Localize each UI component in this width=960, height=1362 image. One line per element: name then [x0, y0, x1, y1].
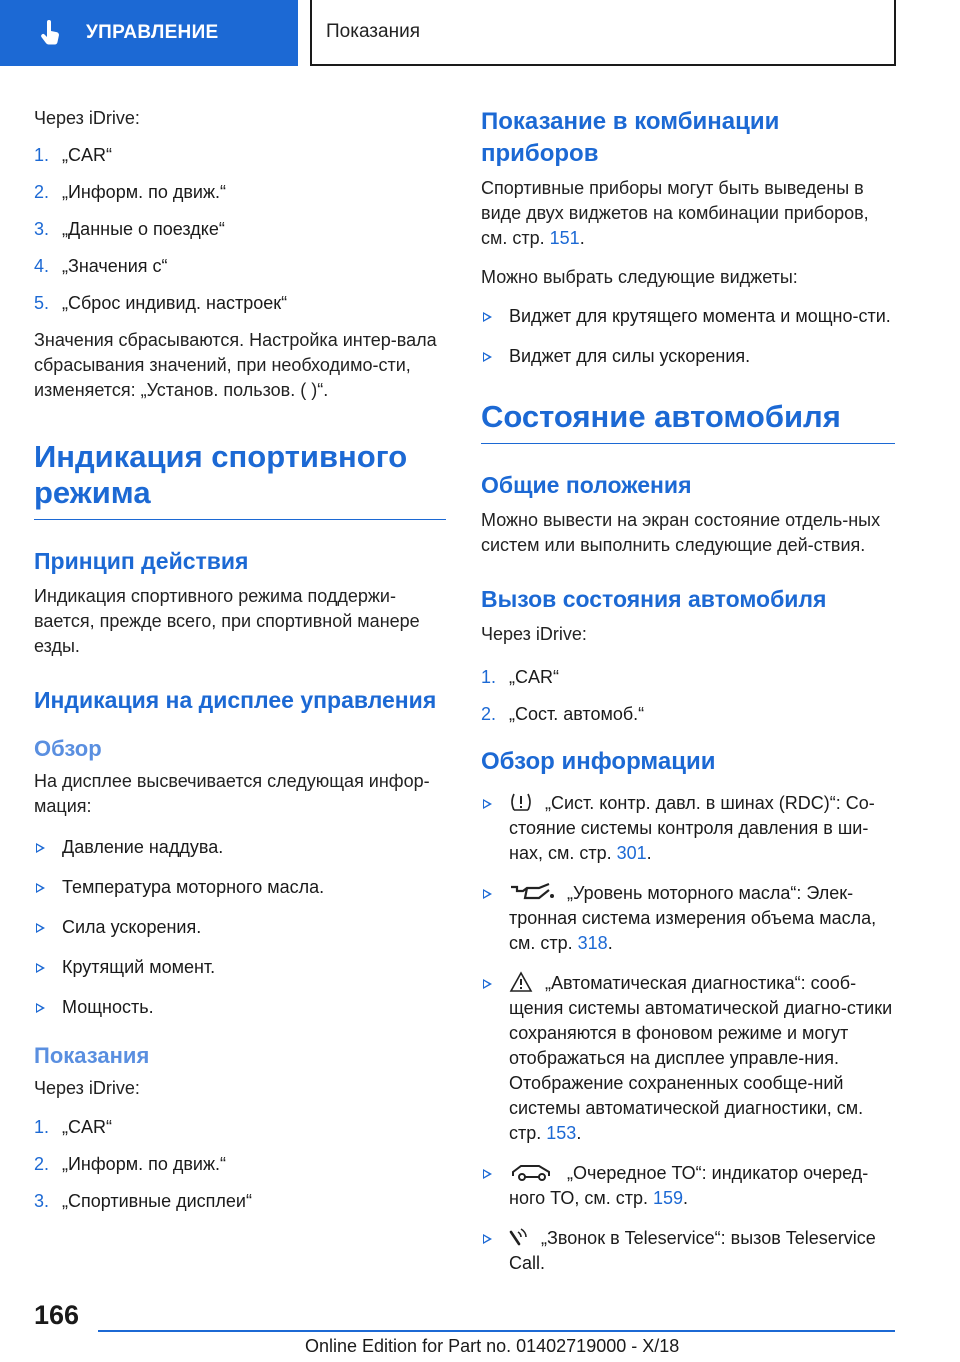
paragraph: На дисплее высвечивается следующая инфор-мация:: [34, 771, 430, 816]
service-car-icon: [509, 1161, 555, 1183]
minor-heading: Обзор: [34, 736, 102, 761]
page-number: 166: [34, 1300, 80, 1330]
list-item: 1. „CAR“: [34, 145, 112, 165]
steps-list-3: [481, 665, 895, 727]
chapter-header: [0, 0, 960, 66]
page-link[interactable]: 159: [652, 1188, 684, 1208]
section-tab[interactable]: [312, 0, 896, 66]
chapter-tab-label: УПРАВЛЕНИЕ: [86, 22, 219, 43]
bullet-triangle-icon: [36, 843, 45, 853]
oil-level-icon: [509, 881, 555, 903]
list-item: 3. „Данные о поездке“: [34, 219, 225, 239]
chapter-tab-active[interactable]: [0, 0, 298, 66]
list-item: „Очередное ТО“: индикатор очеред-ного ТО, см. стр. 159.: [481, 1161, 895, 1211]
section-heading: Состояние автомобиля: [481, 399, 895, 444]
list-item: 5. „Сброс индивид. настроек“: [34, 293, 288, 313]
page-link[interactable]: 151: [549, 228, 580, 248]
list-item: 2. „Информ. по движ.“: [34, 182, 226, 202]
steps-list-2: [34, 1115, 446, 1214]
list-item: Температура моторного масла.: [34, 875, 446, 900]
intro-text: Через iDrive:: [34, 1078, 140, 1098]
bullet-triangle-icon: [36, 1003, 45, 1013]
footer-divider: [98, 1330, 895, 1332]
list-item: „Уровень моторного масла“: Элек-тронная система измерения объема масла, см. стр. 318.: [481, 881, 895, 956]
list-item: 3. „Спортивные дисплеи“: [34, 1191, 252, 1211]
bullet-triangle-icon: [483, 352, 492, 362]
steps-list-1: [34, 143, 446, 316]
list-item: 2. „Сост. автомоб.“: [481, 704, 645, 724]
widget-list: [481, 304, 895, 369]
paragraph: Спортивные приборы могут быть выведены в виде двух виджетов на комбинации приборов, см. стр. 151.: [481, 178, 869, 248]
subsection-heading: Принцип действия: [34, 548, 249, 574]
bullet-triangle-icon: [36, 963, 45, 973]
paragraph: Индикация спортивного режима поддержи-вается, прежде всего, при спортивной манере езды.: [34, 586, 420, 656]
paragraph: Можно вывести на экран состояние отдель-ных систем или выполнить следующие дей-ствия.: [481, 510, 881, 555]
section-tab-label: Показания: [326, 21, 420, 42]
footer-edition: Online Edition for Part no. 01402719000 - X/18: [305, 1336, 680, 1356]
bullet-list: [34, 835, 446, 1020]
warning-triangle-icon: [509, 971, 533, 993]
page-link[interactable]: 318: [577, 933, 608, 953]
page-link[interactable]: 153: [546, 1123, 577, 1143]
hand-pointer-icon: [36, 18, 66, 48]
list-item: 4. „Значения с“: [34, 256, 168, 276]
list-item: Виджет для крутящего момента и мощно-сти.: [481, 304, 895, 329]
subsection-heading: Обзор информации: [481, 748, 716, 775]
section-heading: Индикация спортивного режима: [34, 439, 446, 520]
intro-text: Через iDrive:: [34, 108, 140, 128]
bullet-triangle-icon: [483, 312, 492, 322]
list-item: 2. „Информ. по движ.“: [34, 1154, 226, 1174]
list-item: „Сист. контр. давл. в шинах (RDC)“: Со-стояние системы контроля давления в ши-нах, см. стр. 301.: [481, 791, 895, 866]
left-column: [34, 106, 446, 1226]
bullet-triangle-icon: [483, 889, 492, 899]
list-item: Виджет для силы ускорения.: [481, 344, 895, 369]
subsection-heading: Общие положения: [481, 472, 692, 498]
bullet-triangle-icon: [483, 979, 492, 989]
bullet-triangle-icon: [483, 799, 492, 809]
list-item: Мощность.: [34, 995, 446, 1020]
list-item: 1. „CAR“: [481, 667, 559, 687]
list-item: Крутящий момент.: [34, 955, 446, 980]
right-column: [481, 106, 895, 1291]
minor-heading: Показания: [34, 1043, 150, 1068]
list-item: „Автоматическая диагностика“: сооб-щения системы автоматической диагно-стики сохраняются в фоновом режиме и могут отображаться на дисплее управле-ния. Отображение сохраненных сообще-ний системы автоматической диагностики, см. стр. 153.: [481, 971, 895, 1146]
subsection-heading: Вызов состояния автомобиля: [481, 586, 827, 612]
bullet-triangle-icon: [36, 923, 45, 933]
teleservice-icon: [509, 1226, 529, 1248]
list-item: „Звонок в Teleservice“: вызов Teleservice Call.: [481, 1226, 895, 1276]
page-link[interactable]: 301: [616, 843, 647, 863]
subsection-heading: Показание в комбинации приборов: [481, 108, 780, 167]
bullet-triangle-icon: [483, 1169, 492, 1179]
bullet-triangle-icon: [483, 1234, 492, 1244]
intro-text: Через iDrive:: [481, 624, 587, 644]
paragraph: Можно выбрать следующие виджеты:: [481, 267, 798, 287]
list-item: Давление наддува.: [34, 835, 446, 860]
tire-pressure-icon: [509, 791, 533, 813]
subsection-heading: Индикация на дисплее управления: [34, 687, 437, 713]
bullet-triangle-icon: [36, 883, 45, 893]
list-item: 1. „CAR“: [34, 1117, 112, 1137]
paragraph: Значения сбрасываются. Настройка интер-вала сбрасывания значений, при необходимо-сти, изменяется: „Установ. пользов. ( )“.: [34, 330, 437, 400]
info-list: [481, 791, 895, 1276]
list-item: Сила ускорения.: [34, 915, 446, 940]
